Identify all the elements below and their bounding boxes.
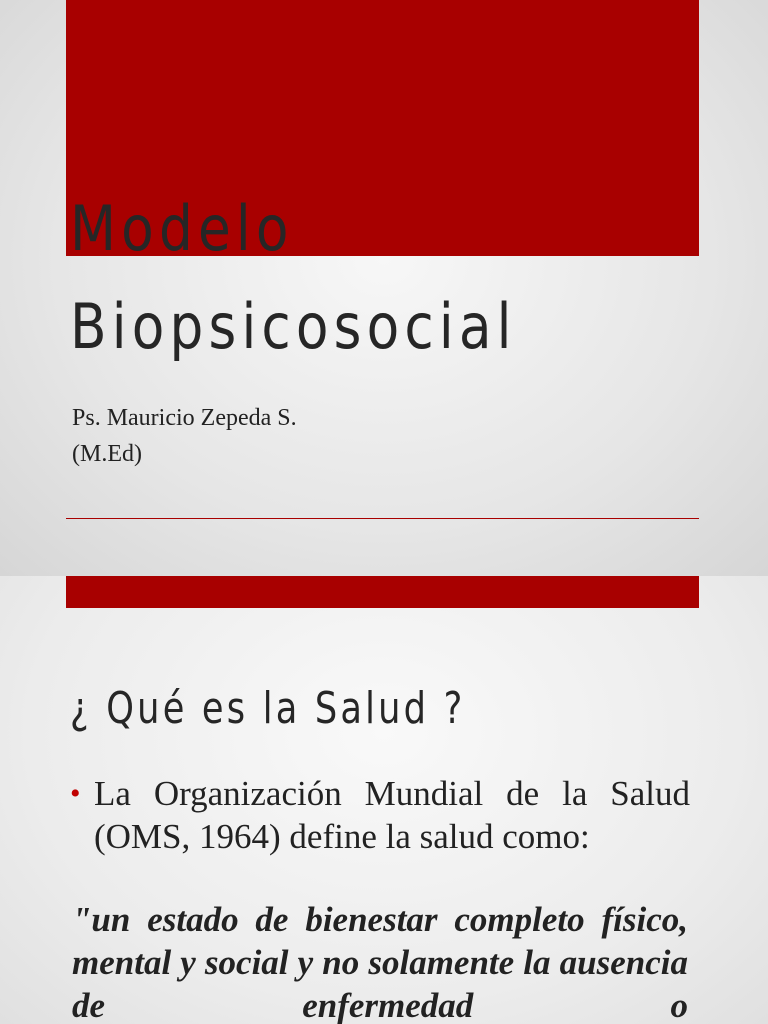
author-degree: (M.Ed) <box>72 441 142 467</box>
definition-quote: "un estado de bienestar completo físico, mental y social y no solamente la ausencia de enfermedad o <box>72 900 688 1024</box>
list-item <box>70 772 690 858</box>
bullet-text: La Organización Mundial de la Salud (OMS, 1964) define la salud como: <box>94 774 690 856</box>
divider-line <box>66 518 699 519</box>
slide-title <box>70 180 620 376</box>
bullet-list <box>70 772 690 858</box>
content-slide <box>0 576 768 1024</box>
bullet-icon: • <box>70 777 81 810</box>
red-header-bar <box>66 576 699 608</box>
title-line-1: Modelo <box>70 192 294 265</box>
author-info <box>72 400 297 472</box>
slide-heading: ¿ Qué es la Salud ? <box>70 683 466 734</box>
author-name: Ps. Mauricio Zepeda S. <box>72 405 297 431</box>
title-line-2: Biopsicosocial <box>70 290 517 363</box>
